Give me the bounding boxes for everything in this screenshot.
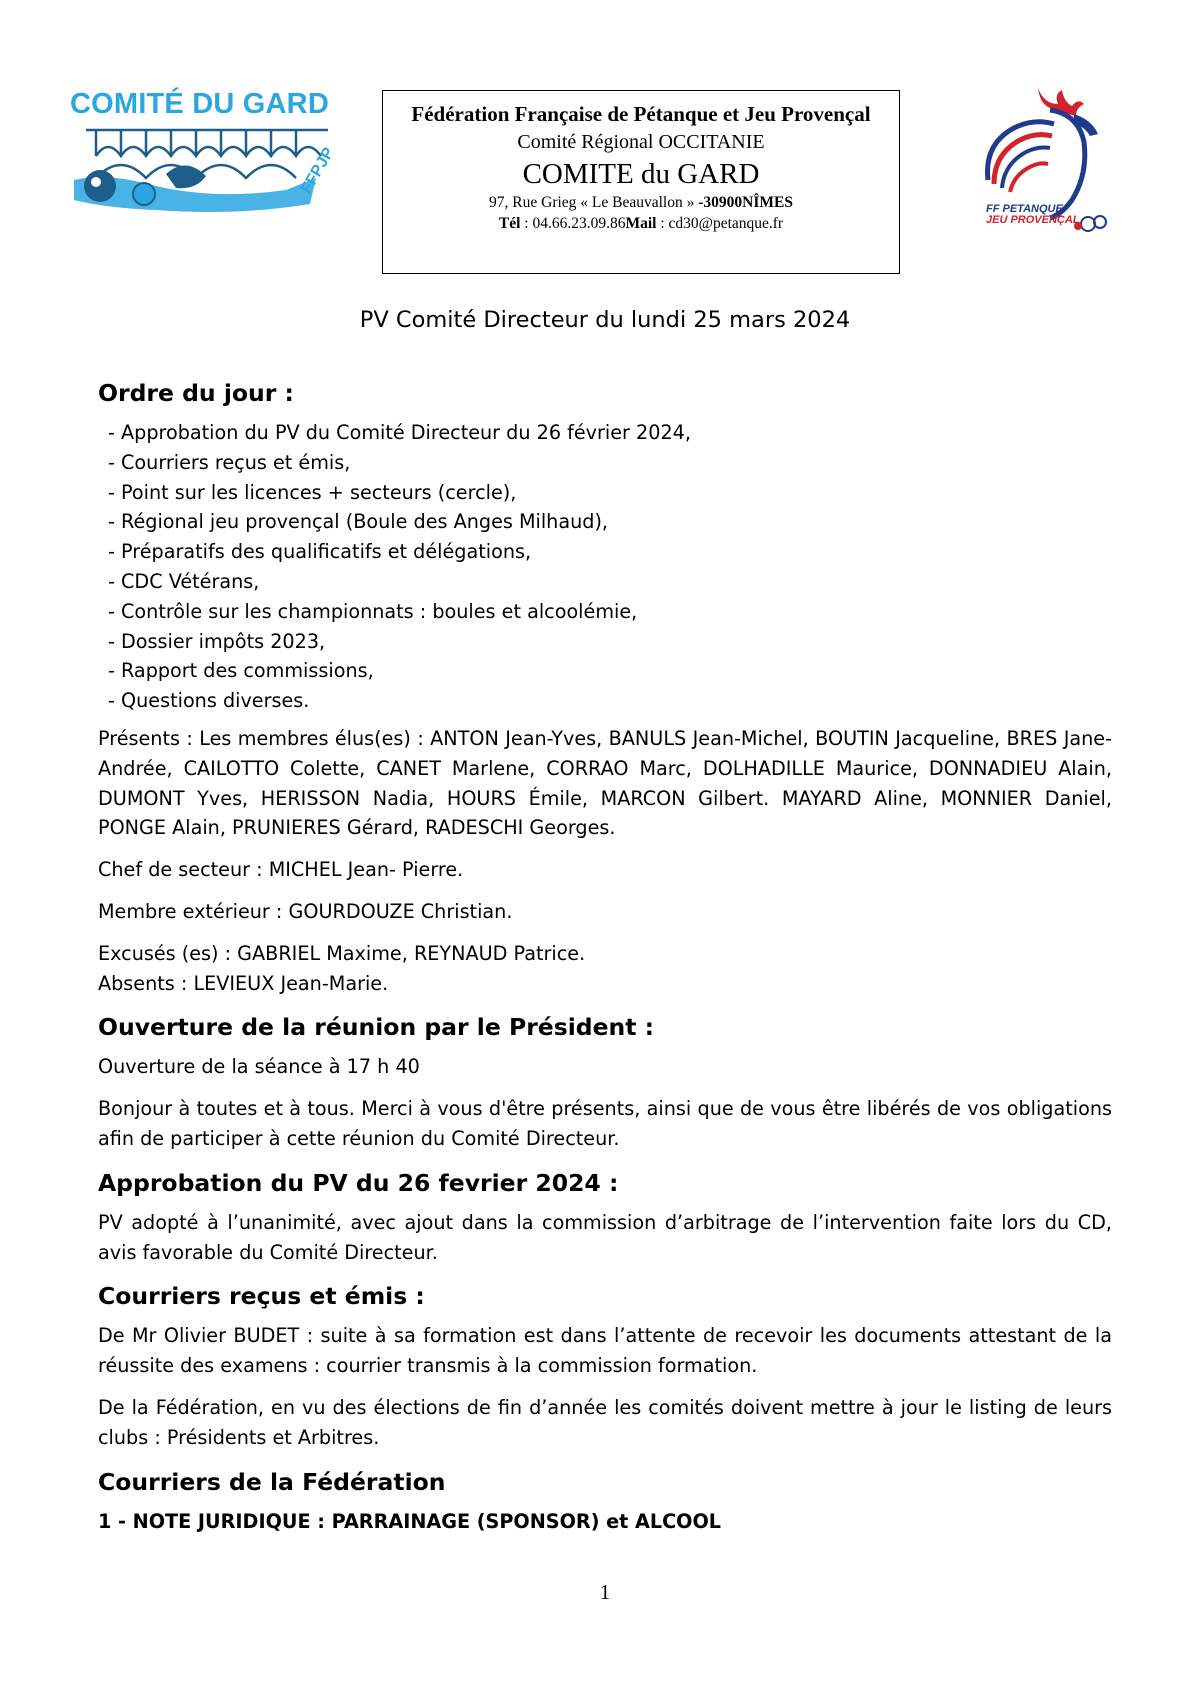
logo-left-sub: FFPJP [298, 144, 338, 197]
comite-gard-logo [66, 88, 338, 208]
agenda-item: - Rapport des commissions, [108, 659, 374, 683]
agenda-item: - Contrôle sur les championnats : boules et alcoolémie, [108, 599, 638, 623]
courrier-federation: De la Fédération, en vu des élections de fin d’année les comités doivent mettre à jour le listing de leurs clubs : Présidents et Arbitres. [98, 1395, 1112, 1449]
courrier-budet: De Mr Olivier BUDET : suite à sa formation est dans l’attente de recevoir les documents attestant de la réussite des examens : courrier transmis à la commission formation. [98, 1324, 1112, 1378]
comite-name: COMITE du GARD [522, 158, 760, 190]
ouverture-heading: Ouverture de la réunion par le Président : [98, 1013, 655, 1042]
agenda-heading: Ordre du jour : [98, 379, 294, 407]
mail-value: : cd30@petanque.fr [656, 215, 784, 232]
page-number: 1 [599, 1580, 611, 1604]
excuses: Excusés (es) : GABRIEL Maxime, REYNAUD Patrice. [98, 941, 586, 965]
regional-committee: Comité Régional OCCITANIE [517, 131, 765, 153]
federation-header-box [382, 90, 900, 274]
tel-value: : 04.66.23.09.86 [520, 215, 626, 232]
logo-right-text [986, 204, 1080, 226]
mail-label: Mail [625, 215, 657, 232]
agenda-list [108, 418, 1112, 716]
agenda-item: - Courriers reçus et émis, [108, 450, 351, 474]
agenda-item: - Régional jeu provençal (Boule des Anges Milhaud), [108, 510, 609, 534]
address-line [383, 192, 899, 213]
logo-right-line2: JEU PROVENÇAL [986, 214, 1080, 226]
tel-label: Tél [498, 215, 521, 232]
courriers-heading: Courriers reçus et émis : [98, 1282, 425, 1311]
agenda-item: - Approbation du PV du Comité Directeur du 26 février 2024, [108, 421, 691, 444]
agenda-item: - Questions diverses. [108, 689, 310, 713]
federation-name: Fédération Française de Pétanque et Jeu Provençal [411, 102, 871, 126]
ouverture-greeting: Bonjour à toutes et à tous. Merci à vous d'être présents, ainsi que de vous être libérés de vos obligations afin de participer à cette réunion du Comité Directeur. [98, 1097, 1112, 1150]
membre-exterieur: Membre extérieur : GOURDOUZE Christian. [98, 899, 513, 923]
logo-left-text: COMITÉ DU GARD [70, 88, 329, 120]
note-juridique-heading: 1 - NOTE JURIDIQUE : PARRAINAGE (SPONSOR) et ALCOOL [98, 1509, 722, 1533]
federation-courriers-heading: Courriers de la Fédération [98, 1467, 446, 1496]
agenda-item: - CDC Vétérans, [108, 569, 260, 593]
logo-right-line1: FF PETANQUE [986, 203, 1063, 215]
chef-secteur: Chef de secteur : MICHEL Jean- Pierre. [98, 858, 464, 882]
ff-petanque-logo [980, 84, 1114, 244]
agenda-item: - Préparatifs des qualificatifs et délégations, [108, 540, 532, 564]
agenda-item: - Dossier impôts 2023, [108, 629, 326, 653]
agenda-item: - Point sur les licences + secteurs (cercle), [108, 480, 517, 504]
pont-du-gard-icon [66, 116, 336, 216]
address-street: 97, Rue Grieg « Le Beauvallon » [489, 194, 699, 211]
document-title: PV Comité Directeur du lundi 25 mars 2024 [359, 307, 851, 333]
ouverture-time: Ouverture de la séance à 17 h 40 [98, 1055, 420, 1079]
presents-paragraph: Présents : Les membres élus(es) : ANTON Jean-Yves, BANULS Jean-Michel, BOUTIN Jacqueline, BRES Jane-Andrée, CAILOTTO Colette, CANET Marlene, CORRAO Marc, DOLHADILLE Maurice, DONNADIEU Alain, DUMONT Yves, HERISSON Nadia, HOURS Émile, MARCON Gilbert. MAYARD Aline, MONNIER Daniel, PONGE Alain, PRUNIERES Gérard, RADESCHI Georges. [98, 726, 1112, 840]
contact-line [383, 213, 899, 234]
address-city: -30900NÎMES [698, 194, 793, 211]
approbation-heading: Approbation du PV du 26 fevrier 2024 : [98, 1168, 619, 1197]
absents: Absents : LEVIEUX Jean-Marie. [98, 971, 389, 995]
approbation-text: PV adopté à l’unanimité, avec ajout dans la commission d’arbitrage de l’intervention faite lors du CD, avis favorable du Comité Directeur. [98, 1210, 1112, 1264]
document-body [98, 376, 1112, 1536]
